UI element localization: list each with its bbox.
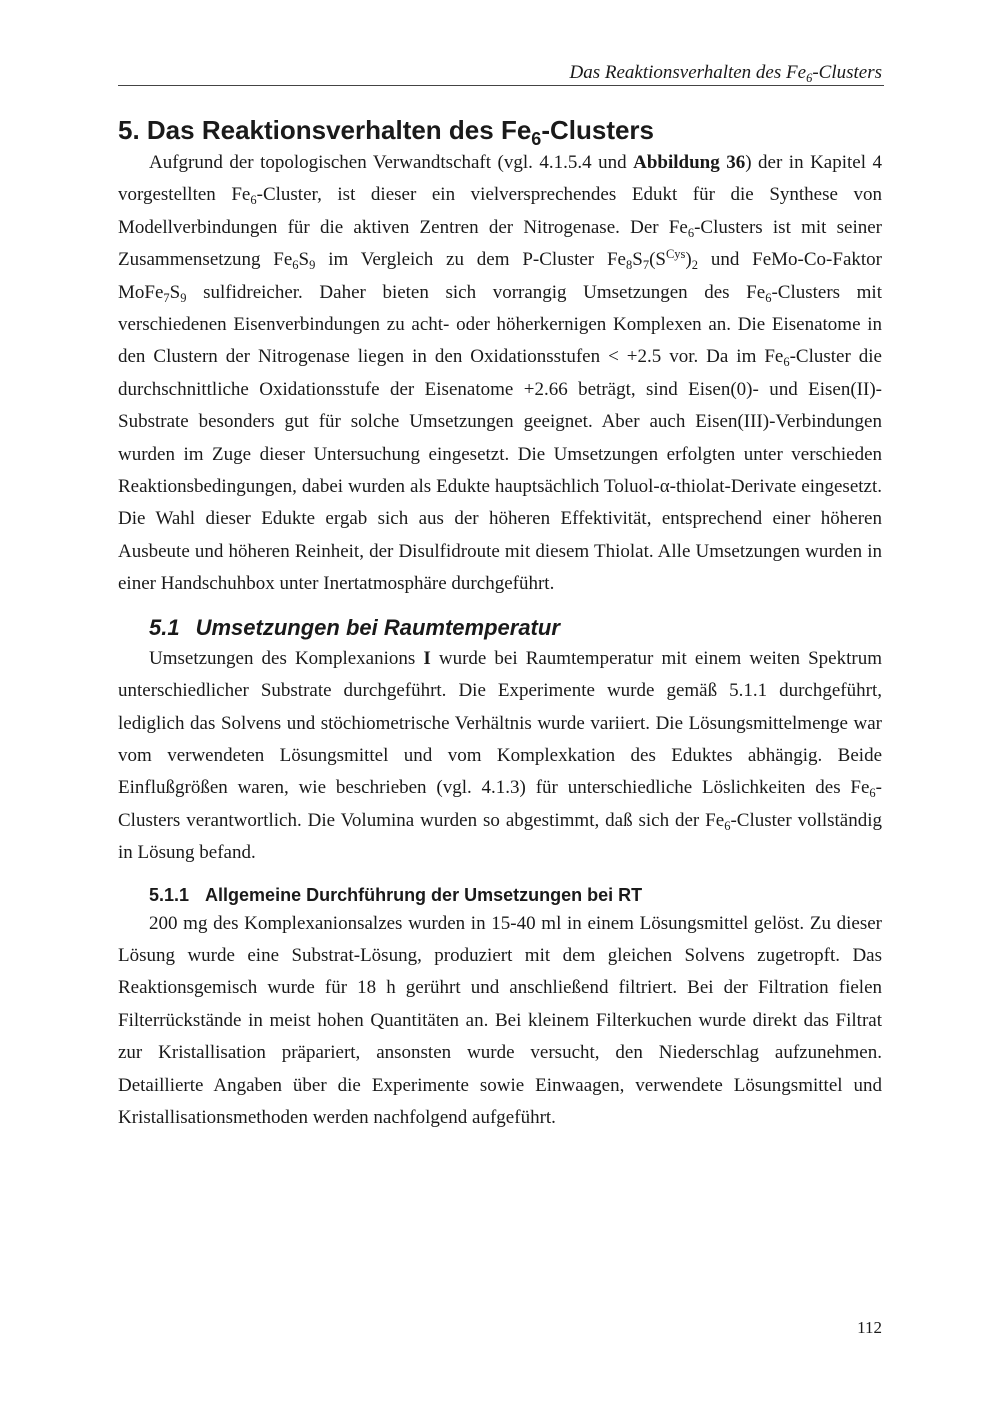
chapter-title-text: 5. Das Reaktionsverhalten des Fe	[118, 115, 532, 145]
header-divider	[118, 85, 884, 86]
running-header	[118, 61, 882, 85]
section-5-1-1-paragraph: 200 mg des Komplexanionsalzes wurden in 15-40 ml in einem Lösungsmittel gelöst. Zu dieser Lösung wurde eine Substrat-Lösung, produziert mit dem gleichen Solvens zugetropft. Das Reaktionsgemisch wurde für 18 h gerührt und anschließend filtriert. Bei der Filtration fielen Filterrückstände in meist hohen Quantitäten an. Bei kleinem Filterkuchen wurde direkt das Filtrat zur Kristallisation präpariert, ansonsten wurde versucht, den Niederschlag aufzunehmen. Detaillierte Angaben über die Experimente sowie Einwaagen, verwendete Lösungsmittel und Kristallisationsmethoden werden nachfolgend aufgeführt.	[118, 912, 882, 1128]
main-content	[118, 113, 882, 1134]
section-5-1-paragraph: Umsetzungen des Komplexanions I wurde bei Raumtemperatur mit einem weiten Spektrum unterschiedlicher Substrate durchgeführt. Die Experimente wurde gemäß 5.1.1 durchgeführt, lediglich das Solvens und stöchiometrische Verhältnis wurde variiert. Die Lösungsmittelmenge war vom verwendeten Lösungsmittel und vom Komplexkation des Eduktes abhängig. Beide Einflußgrößen waren, wie beschrieben (vgl. 4.1.3) für unterschiedliche Löslichkeiten des $Fe_6$-Clusters verantwortlich. Die Volumina wurden so abgestimmt, daß sich der $Fe_6$-Cluster vollständig in Lösung befand.	[118, 647, 883, 864]
compound-label: I	[423, 647, 431, 669]
section-heading-5-1	[149, 613, 882, 643]
chapter-title-text-end: -Clusters	[541, 115, 655, 145]
subsection-heading-5-1-1	[149, 882, 882, 908]
section-number: 5.1	[149, 614, 180, 640]
chapter-title	[118, 113, 882, 147]
chapter-intro-paragraph: Aufgrund der topologischen Verwandtschaft (vgl. 4.1.5.4 und Abbildung 36) der in Kapitel 4 vorgestellten $Fe_6$-Cluster, ist dieser ein vielversprechendes Edukt für die Synthese von Modellverbindungen für die aktiven Zentren der Nitrogenase. Der $Fe_6$-Clusters ist mit seiner Zusammensetzung $Fe_6S_9$ im Vergleich zu dem P-Cluster $Fe_8S_7(S^{Cys})_2$ und FeMo-Co-Faktor $MoFe_7S_9$ sulfidreicher. Daher bieten sich vorrangig Umsetzungen des $Fe_6$-Clusters mit verschiedenen Eisenverbindungen zu acht- oder höherkernigen Komplexen an. Die Eisenatome in den Clustern der Nitrogenase liegen in den Oxidationsstufen < +2.5 vor. Da im $Fe_6$-Cluster die durchschnittliche Oxidationsstufe der Eisenatome +2.66 beträgt, sind Eisen(0)- und Eisen(II)-Substrate besonders gut für solche Umsetzungen geeignet. Aber auch Eisen(III)-Verbindungen wurden im Zuge dieser Untersuchung eingesetzt. Die Umsetzungen erfolgten unter verschieden Reaktionsbedingungen, dabei wurden als Edukte hauptsächlich Toluol-α-thiolat-Derivate eingesetzt. Die Wahl dieser Edukte ergab sich aus der höheren Effektivität, entsprechend einer höheren Ausbeute und höheren Reinheit, der Disulfidroute mit diesem Thiolat. Alle Umsetzungen wurden in einer Handschuhbox unter Inertatmosphäre durchgeführt.	[118, 152, 883, 595]
running-header-text-end: -Clusters	[812, 62, 882, 83]
figure-reference: Abbildung 36	[633, 152, 746, 173]
running-header-subscript: 6	[806, 71, 813, 85]
page-number: 112	[857, 1318, 882, 1337]
running-header-text: Das Reaktionsverhalten des Fe	[569, 62, 807, 83]
chapter-title-subscript: 6	[531, 129, 542, 149]
section-title: Umsetzungen bei Raumtemperatur	[195, 614, 560, 640]
subsection-title: Allgemeine Durchführung der Umsetzungen bei RT	[205, 884, 643, 905]
subsection-number: 5.1.1	[149, 884, 190, 905]
